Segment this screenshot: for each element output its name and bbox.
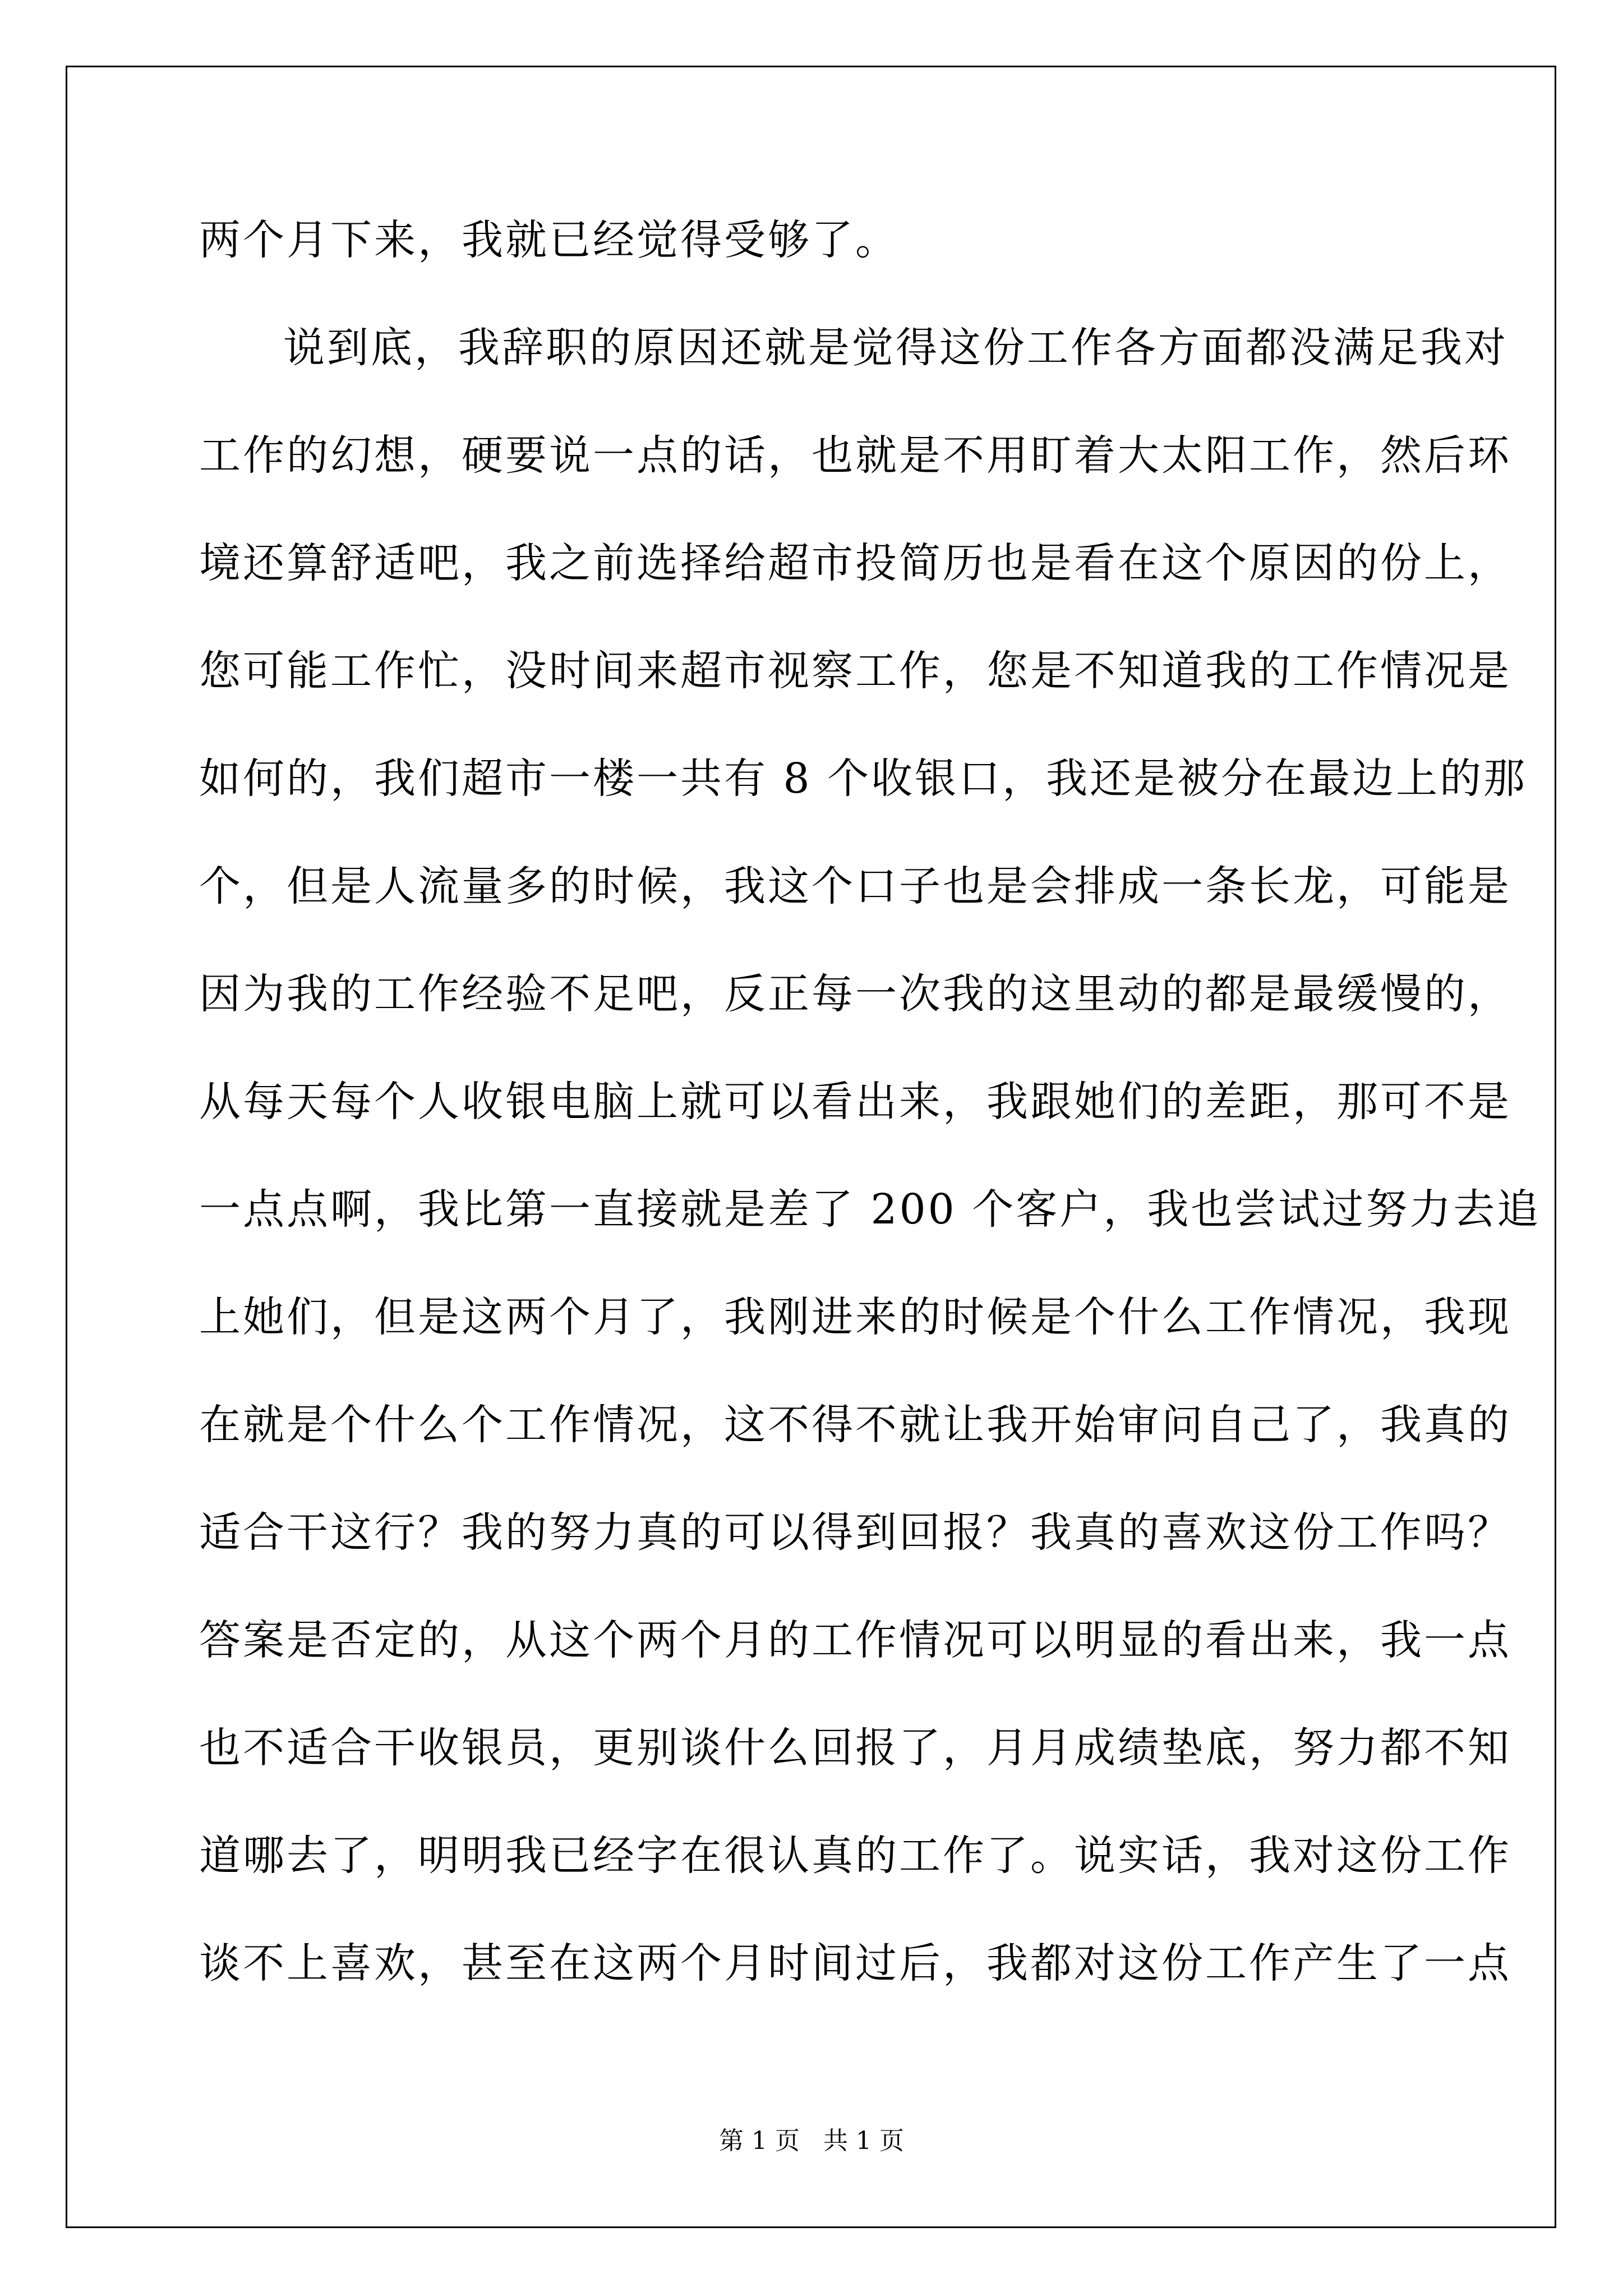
text-line: 从每天每个人收银电脑上就可以看出来，我跟她们的差距，那可不是 [199,1078,1511,1126]
text-line: 上她们，但是这两个月了，我刚进来的时候是个什么工作情况，我现 [199,1293,1511,1341]
text-line: 个，但是人流量多的时候，我这个口子也是会排成一条长龙，可能是 [199,862,1511,910]
text-line: 答案是否定的，从这个两个月的工作情况可以明显的看出来，我一点 [199,1616,1511,1664]
text-line: 您可能工作忙，没时间来超市视察工作，您是不知道我的工作情况是 [199,647,1511,695]
text-line: 一点点啊，我比第一直接就是差了 200 个客户，我也尝试过努力去追 [199,1185,1541,1234]
text-line: 在就是个什么个工作情况，这不得不就让我开始审问自己了，我真的 [199,1401,1511,1449]
text-line: 如何的，我们超市一楼一共有 8 个收银口，我还是被分在最边上的那 [199,754,1528,803]
text-line: 适合干这行？我的努力真的可以得到回报？我真的喜欢这份工作吗？ [199,1508,1511,1557]
text-line: 工作的幻想，硬要说一点的话，也就是不用盯着大太阳工作，然后环 [199,431,1511,480]
text-line: 两个月下来，我就已经觉得受够了。 [199,216,899,264]
page-number-footer: 第 1 页 共 1 页 [719,2127,904,2155]
text-line: 道哪去了，明明我已经字在很认真的工作了。说实话，我对这份工作 [199,1832,1511,1880]
text-line: 境还算舒适吧，我之前选择给超市投简历也是看在这个原因的份上， [199,539,1511,587]
text-line: 谈不上喜欢，甚至在这两个月时间过后，我都对这份工作产生了一点 [199,1939,1511,1987]
text-line: 因为我的工作经验不足吧，反正每一次我的这里动的都是最缓慢的， [199,970,1511,1018]
text-line: 说到底，我辞职的原因还就是觉得这份工作各方面都没满足我对 [283,324,1508,372]
text-line: 也不适合干收银员，更别谈什么回报了，月月成绩垫底，努力都不知 [199,1724,1511,1772]
document-body [199,186,1541,2017]
